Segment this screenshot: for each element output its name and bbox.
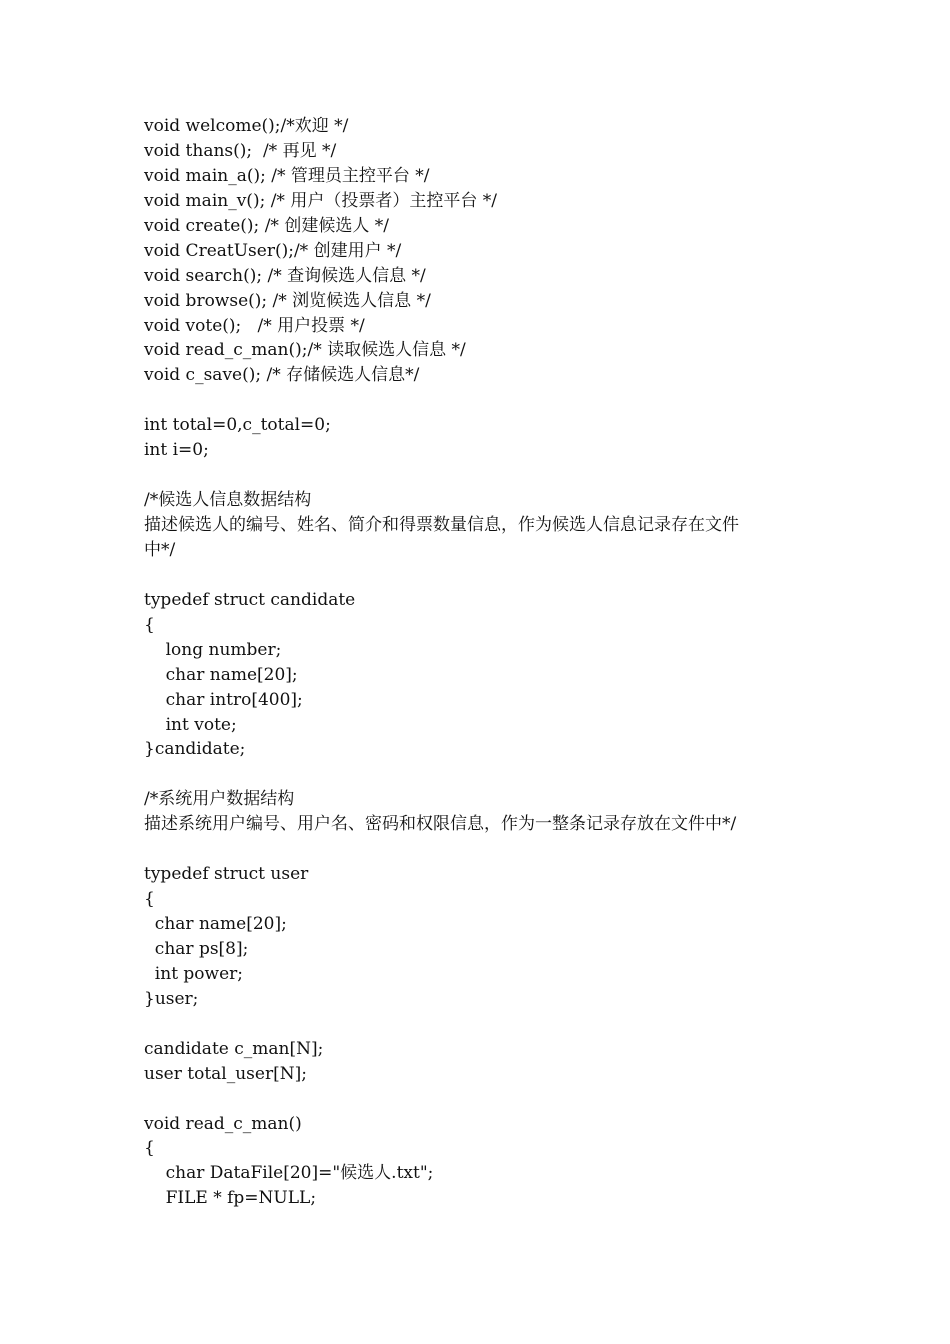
comment-line: 中*/ [144,539,176,560]
code-line: candidate c_man[N]; [144,1038,324,1059]
comment-line: 描述候选人的编号、姓名、简介和得票数量信息，作为候选人信息记录存在文件 [144,515,739,535]
code-line: int vote; [144,714,237,735]
code-line: long number; [144,639,282,660]
code-line: char intro[400]; [144,689,303,710]
code-line: void search(); /* 查询候选人信息 */ [144,265,426,286]
code-line: void browse(); /* 浏览候选人信息 */ [144,290,431,311]
comment-line: 描述系统用户编号、用户名、密码和权限信息，作为一整条记录存放在文件中*/ [144,814,737,835]
code-line: FILE * fp=NULL; [144,1188,317,1209]
code-line: { [144,1138,155,1159]
code-line: void main_a(); /* 管理员主控平台 */ [144,165,430,186]
code-line: }candidate; [144,739,246,760]
code-line: user total_user[N]; [144,1063,307,1084]
code-line: void welcome();/*欢迎 */ [144,116,349,136]
code-line: void thans(); /* 再见 */ [144,140,337,161]
code-line: char name[20]; [144,914,287,934]
comment-line: /*系统用户数据结构 [144,789,295,810]
comment-line: /*候选人信息数据结构 [144,490,312,511]
code-line: typedef struct candidate [144,589,356,610]
code-line: void CreatUser();/* 创建用户 */ [144,240,402,261]
code-line: void create(); /* 创建候选人 */ [144,215,389,236]
blank-line [144,1087,824,1112]
blank-line [144,388,824,413]
blank-line [144,563,824,588]
blank-line [144,837,824,862]
blank-line [144,463,824,488]
code-line: void main_v(); /* 用户（投票者）主控平台 */ [144,190,497,211]
code-line: }user; [144,988,199,1009]
code-line: void vote(); /* 用户投票 */ [144,315,365,336]
code-line: char ps[8]; [144,938,249,959]
code-line: void read_c_man() [144,1113,302,1134]
code-line: { [144,614,155,635]
code-line: char name[20]; [144,664,298,685]
code-line: { [144,889,155,910]
code-line: int i=0; [144,440,209,461]
code-line: int power; [144,963,244,984]
blank-line [144,762,824,787]
code-line: void read_c_man();/* 读取候选人信息 */ [144,340,466,361]
source-code-block [144,114,824,1211]
blank-line [144,1012,824,1037]
code-line: typedef struct user [144,864,309,885]
code-line: char DataFile[20]="候选人.txt"; [144,1163,434,1184]
code-line: void c_save(); /* 存储候选人信息*/ [144,365,420,386]
code-line: int total=0,c_total=0; [144,415,331,436]
